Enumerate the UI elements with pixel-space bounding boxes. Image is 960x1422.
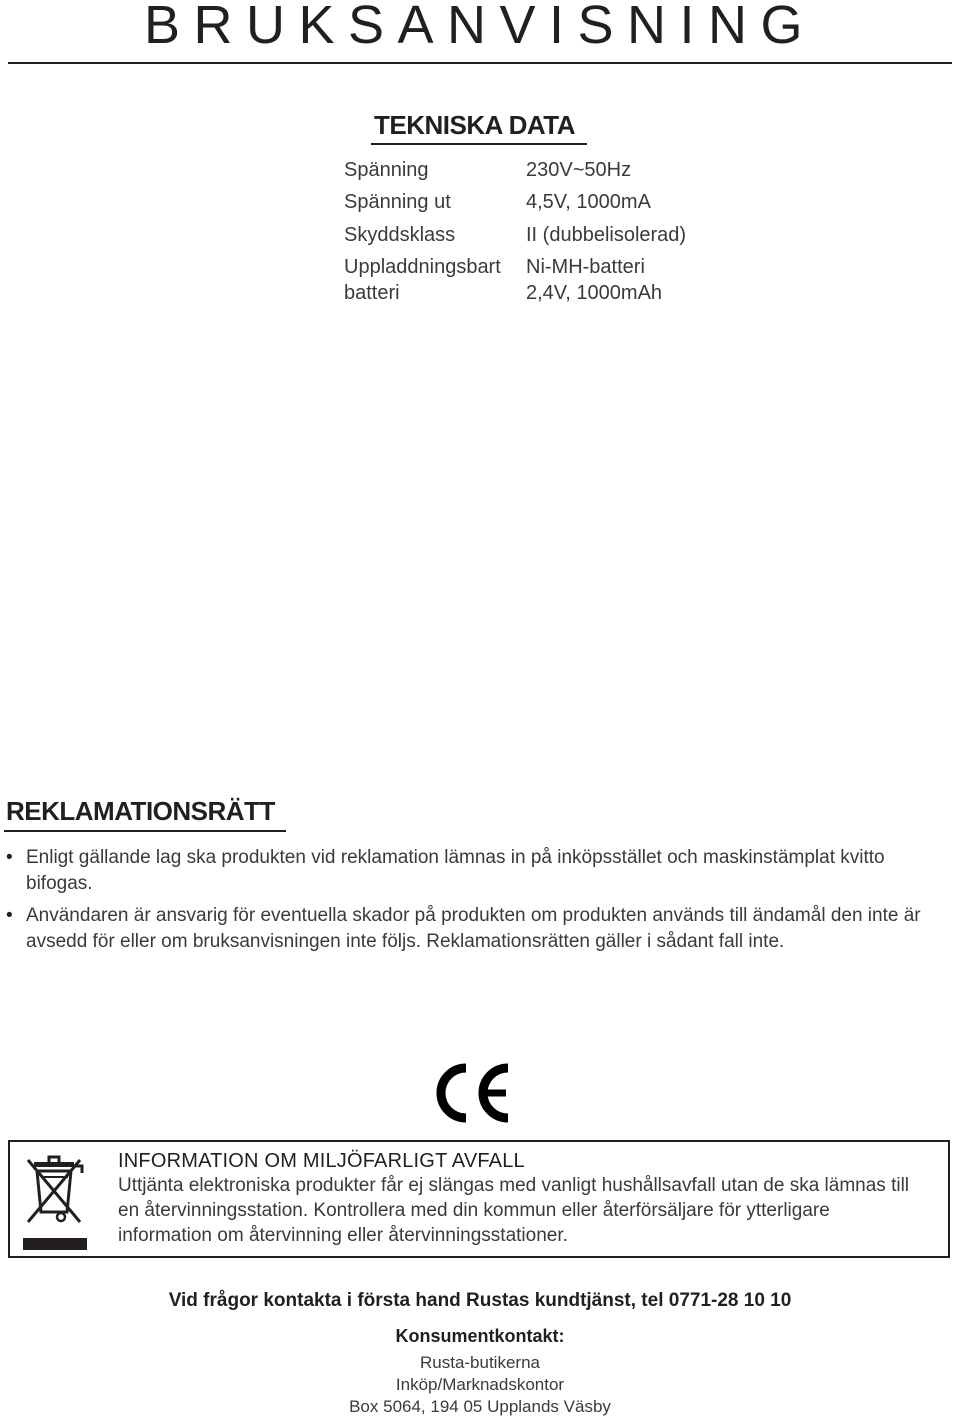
complaint-rights-list (6, 845, 936, 961)
contact-line: Box 5064, 194 05 Upplands Väsby (349, 1397, 611, 1416)
title-divider (8, 62, 952, 64)
list-item-text: Enligt gällande lag ska produkten vid reklamation lämnas in på inköpsstället och maskinstämplat kvitto bifogas. (26, 847, 885, 894)
complaint-rights-underline (4, 830, 286, 832)
contact-line: Inköp/Marknadskontor (395, 1375, 565, 1394)
spec-label: Spänning (344, 159, 429, 181)
customer-service-line: Vid frågor kontakta i första hand Rustas kundtjänst, tel 0771-28 10 10 (168, 1290, 792, 1311)
crossed-out-wheelie-bin-icon (14, 1146, 96, 1254)
list-item-text: Användaren är ansvarig för eventuella skador på produkten om produkten används till ändamål den inte är avsedd för eller om bruksanvisningen inte följs. Reklamationsrätten gäller i sådant fall inte. (26, 905, 921, 952)
spec-value: 230V~50Hz (526, 159, 632, 181)
ce-mark-icon (428, 1058, 514, 1128)
consumer-contact-heading: Konsumentkontakt: (395, 1326, 565, 1346)
spec-value: 2,4V, 1000mAh (526, 282, 663, 304)
spec-label: batteri (344, 282, 400, 304)
spec-label: Spänning ut (344, 191, 451, 213)
waste-info-text: Uttjänta elektroniska produkter får ej slängas med vanligt hushållsavfall utan de ska lämnas till en återvinningsstation. Kontrollera med din kommun eller återförsäljare för ytterligare information om återvinning eller återvinningsstationer. (118, 1175, 910, 1246)
bullet-icon: • (6, 847, 13, 868)
bullet-icon: • (6, 905, 13, 926)
complaint-rights-heading: REKLAMATIONSRÄTT (6, 796, 275, 826)
list-item (6, 903, 936, 955)
spec-value: II (dubbelisolerad) (526, 224, 687, 246)
spec-value: Ni-MH-batteri (526, 256, 645, 278)
technical-data-heading: TEKNISKA DATA (374, 110, 576, 140)
document-title: BRUKSANVISNING (143, 0, 817, 55)
spec-label: Uppladdningsbart (344, 256, 501, 278)
spec-value: 4,5V, 1000mA (526, 191, 651, 213)
list-item (6, 845, 936, 897)
spec-label: Skyddsklass (344, 224, 456, 246)
technical-data-underline (371, 143, 587, 145)
waste-info-heading: INFORMATION OM MILJÖFARLIGT AVFALL (118, 1150, 525, 1172)
contact-line: Rusta-butikerna (419, 1353, 540, 1372)
